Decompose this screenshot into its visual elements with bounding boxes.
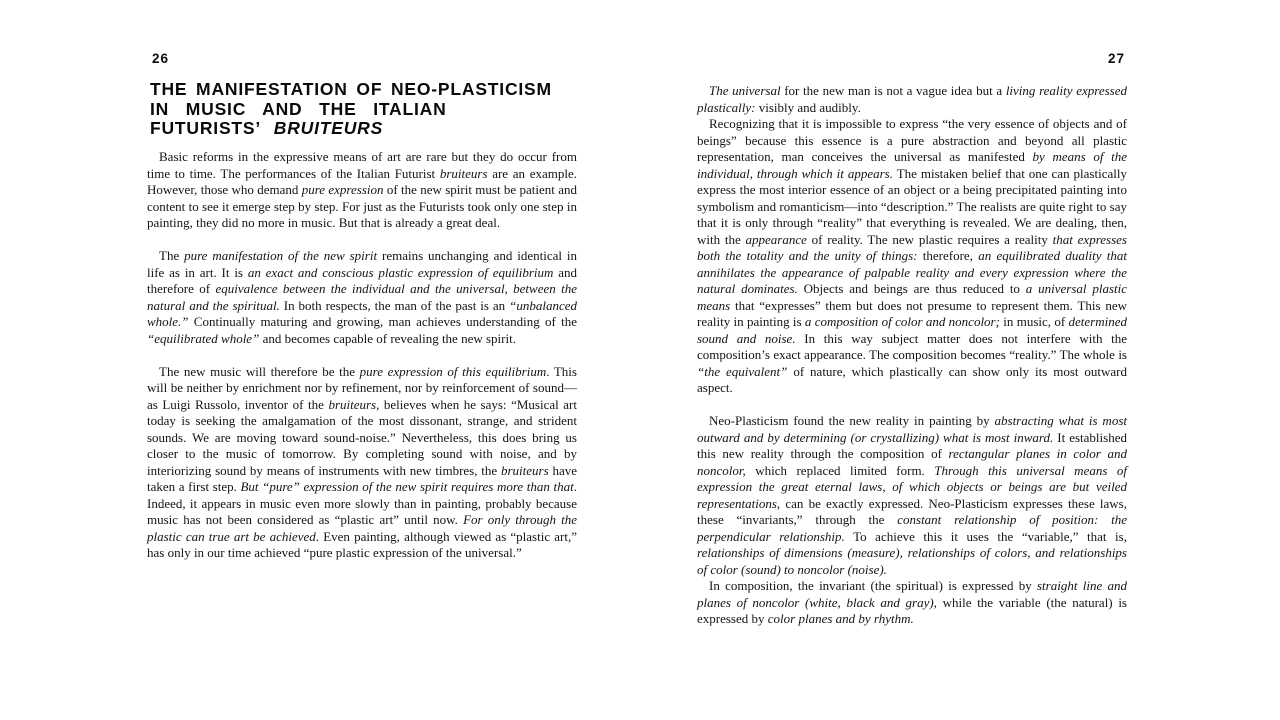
page-right-body [697, 83, 1127, 628]
page-right [697, 0, 1127, 720]
page-left-body [147, 149, 577, 562]
page-left [147, 0, 577, 720]
page-number-left: 26 [152, 51, 170, 66]
chapter-title [150, 80, 577, 139]
paragraph: Recognizing that it is impossible to express “the very essence of objects and of beings” because this essence is a pure abstraction and beyond all plastic representation, man conceives the universal as manifested by means of the individual, through which it appears. The mistaken belief that one can plastically express the most interior essence of an object or a being precipitated painting into symbolism and romanticism—into “description.” The realists are quite right to say that it is only through “reality” that everything is revealed. We are dealing, then, with the appearance of reality. The new plastic requires a reality that expresses both the totality and the unity of things: therefore, an equilibrated duality that annihilates the appearance of palpable reality and every expression where the natural dominates. Objects and beings are thus reduced to a universal plastic means that “expresses” them but does not presume to represent them. This new reality in painting is a composition of color and noncolor; in music, of determined sound and noise. In this way subject matter does not interfere with the composition’s exact appearance. The composition becomes “reality.” The whole is “the equivalent” of nature, which plastically can show only its most outward aspect. [697, 116, 1128, 395]
paragraph: The pure manifestation of the new spirit remains unchanging and identical in life as in art. It is an exact and conscious plastic expression of equilibrium and therefore of equivalence between the individual and the universal, between the natural and the spiritual. In both respects, the man of the past is an “unbalanced whole.” Continually maturing and growing, man achieves understanding of the “equilibrated whole” and becomes capable of revealing the new spirit. [147, 248, 577, 346]
paragraph: The universal for the new man is not a vague idea but a living reality expressed plastically: visibly and audibly. [697, 83, 1127, 115]
paragraph: Neo-Plasticism found the new reality in painting by abstracting what is most outward and by determining (or crystallizing) what is most inward. It established this new reality through the composition of rectangular planes in color and noncolor, which replaced limited form. Through this universal means of expression the great eternal laws, of which objects or beings are but veiled representations, can be exactly expressed. Neo-Plasticism expresses these laws, these “invariants,” through the constant relationship of position: the perpendicular relationship. To achieve this it uses the “variable,” that is, relationships of dimensions (measure), relationships of colors, and relationships of color (sound) to noncolor (noise). [697, 413, 1127, 577]
page-number-right: 27 [1107, 51, 1125, 66]
paragraph: In composition, the invariant (the spiritual) is expressed by straight line and planes of noncolor (white, black and gray), while the variable (the natural) is expressed by color planes and by rhythm. [697, 578, 1127, 626]
chapter-title-line: IN MUSIC AND THE ITALIAN [150, 98, 447, 119]
paragraph: The new music will therefore be the pure expression of this equilibrium. This will be neither by enrichment nor by refinement, nor by reinforcement of sound—as Luigi Russolo, inventor of the bruiteurs, believes when he says: “Musical art today is seeking the amalgamation of the most dissonant, strange, and strident sounds. We are moving toward sound-noise.” Nevertheless, this does bring us closer to the music of tomorrow. By completing sound with noise, and by interiorizing sound by means of instruments with new timbres, the bruiteurs have taken a first step. But “pure” expression of the new spirit requires more than that. Indeed, it appears in music even more slowly than in painting, probably because music has not been considered as “plastic art” until now. For only through the plastic can true art be achieved. Even painting, although viewed as “plastic art,” has only in our time achieved “pure plastic expression of the universal.” [147, 363, 578, 560]
paragraph: Basic reforms in the expressive means of art are rare but they do occur from time to time. The performances of the Italian Futurist bruiteurs are an example. However, those who demand pure expression of the new spirit must be patient and content to see it emerge step by step. For just as the Futurists took only one step in painting, they did no more in music. But that is already a great deal. [147, 149, 577, 230]
chapter-title-line: FUTURISTS’ BRUITEURS [150, 118, 384, 139]
chapter-title-line: THE MANIFESTATION OF NEO-PLASTICISM [150, 79, 552, 99]
